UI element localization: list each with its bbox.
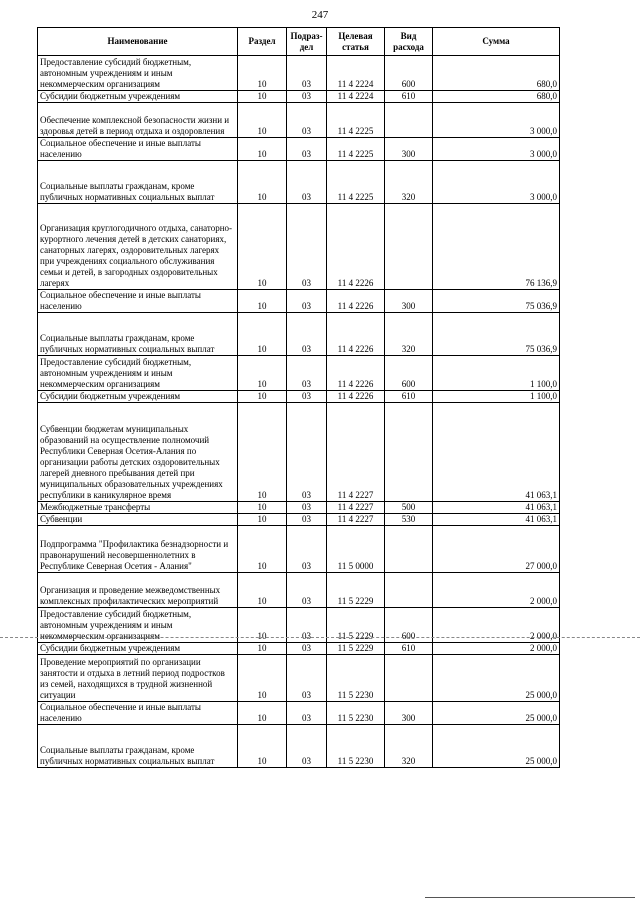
table-row xyxy=(38,654,560,701)
row-amount: 3 000,0 xyxy=(433,160,560,203)
table-row xyxy=(38,572,560,607)
table-row xyxy=(38,160,560,203)
header-amount: Сумма xyxy=(433,28,560,56)
scan-dashed-line xyxy=(0,637,640,638)
row-expense-type: 300 xyxy=(385,289,433,312)
row-name: Подпрограмма "Профилактика безнадзорности и правонарушений несовершеннолетних в Республике Северная Осетия - Алания" xyxy=(38,525,238,572)
table-row xyxy=(38,525,560,572)
row-expense-type: 300 xyxy=(385,137,433,160)
header-section: Раздел xyxy=(238,28,287,56)
row-subsection: 03 xyxy=(287,390,327,402)
row-name: Социальное обеспечение и иные выплаты населению xyxy=(38,289,238,312)
row-name: Социальное обеспечение и иные выплаты населению xyxy=(38,137,238,160)
row-expense-type: 600 xyxy=(385,56,433,91)
row-expense-type xyxy=(385,572,433,607)
row-section: 10 xyxy=(238,312,287,355)
row-amount: 27 000,0 xyxy=(433,525,560,572)
row-name: Социальные выплаты гражданам, кроме публичных нормативных социальных выплат xyxy=(38,312,238,355)
row-target: 11 4 2225 xyxy=(327,137,385,160)
row-subsection: 03 xyxy=(287,701,327,724)
row-target: 11 5 2229 xyxy=(327,642,385,654)
row-target: 11 4 2225 xyxy=(327,102,385,137)
row-target: 11 5 2229 xyxy=(327,607,385,642)
row-section: 10 xyxy=(238,355,287,390)
row-subsection: 03 xyxy=(287,513,327,525)
row-name: Субвенции xyxy=(38,513,238,525)
header-subsection: Подраз- дел xyxy=(287,28,327,56)
row-amount: 75 036,9 xyxy=(433,289,560,312)
row-section: 10 xyxy=(238,654,287,701)
row-target: 11 4 2226 xyxy=(327,390,385,402)
row-target: 11 5 2229 xyxy=(327,572,385,607)
row-name: Предоставление субсидий бюджетным, автономным учреждениям и иным некоммерческим организациям xyxy=(38,56,238,91)
row-section: 10 xyxy=(238,724,287,767)
table-row xyxy=(38,91,560,103)
row-name: Проведение мероприятий по организации занятости и отдыха в летний период подростков из семей, находящихся в трудной жизненной ситуации xyxy=(38,654,238,701)
header-name: Наименование xyxy=(38,28,238,56)
row-name: Социальное обеспечение и иные выплаты населению xyxy=(38,701,238,724)
page-number: 247 xyxy=(311,9,329,21)
row-subsection: 03 xyxy=(287,572,327,607)
row-expense-type: 320 xyxy=(385,724,433,767)
row-section: 10 xyxy=(238,701,287,724)
row-subsection: 03 xyxy=(287,312,327,355)
row-amount: 25 000,0 xyxy=(433,701,560,724)
row-expense-type: 320 xyxy=(385,312,433,355)
row-subsection: 03 xyxy=(287,501,327,513)
row-target: 11 5 2230 xyxy=(327,701,385,724)
row-section: 10 xyxy=(238,642,287,654)
row-section: 10 xyxy=(238,56,287,91)
row-target: 11 4 2226 xyxy=(327,203,385,289)
row-amount: 680,0 xyxy=(433,91,560,103)
row-expense-type: 530 xyxy=(385,513,433,525)
row-amount: 76 136,9 xyxy=(433,203,560,289)
row-subsection: 03 xyxy=(287,56,327,91)
row-section: 10 xyxy=(238,289,287,312)
row-name: Предоставление субсидий бюджетным, автономным учреждениям и иным некоммерческим организациям xyxy=(38,607,238,642)
row-expense-type xyxy=(385,102,433,137)
row-expense-type: 600 xyxy=(385,607,433,642)
row-subsection: 03 xyxy=(287,91,327,103)
row-subsection: 03 xyxy=(287,607,327,642)
table-row xyxy=(38,513,560,525)
row-section: 10 xyxy=(238,137,287,160)
row-expense-type xyxy=(385,402,433,501)
table-row xyxy=(38,203,560,289)
table-row xyxy=(38,56,560,91)
row-expense-type xyxy=(385,203,433,289)
row-section: 10 xyxy=(238,607,287,642)
table-row xyxy=(38,355,560,390)
row-subsection: 03 xyxy=(287,203,327,289)
row-amount: 2 000,0 xyxy=(433,572,560,607)
row-name: Субсидии бюджетным учреждениям xyxy=(38,642,238,654)
row-name: Субвенции бюджетам муниципальных образований на осуществление полномочий Республики Северная Осетия-Алания по организации работы детских оздоровительных лагерей дневного пребывания детей при муниципальных образовательных учреждениях республики в каникулярное время xyxy=(38,402,238,501)
row-target: 11 4 2224 xyxy=(327,91,385,103)
row-amount: 2 000,0 xyxy=(433,642,560,654)
row-amount: 1 100,0 xyxy=(433,390,560,402)
row-section: 10 xyxy=(238,525,287,572)
row-target: 11 4 2227 xyxy=(327,402,385,501)
row-name: Предоставление субсидий бюджетным, автономным учреждениям и иным некоммерческим организациям xyxy=(38,355,238,390)
table-row xyxy=(38,312,560,355)
row-subsection: 03 xyxy=(287,289,327,312)
row-name: Межбюджетные трансферты xyxy=(38,501,238,513)
table-row xyxy=(38,402,560,501)
row-target: 11 4 2225 xyxy=(327,160,385,203)
row-name: Обеспечение комплексной безопасности жизни и здоровья детей в период отдыха и оздоровления xyxy=(38,102,238,137)
row-amount: 25 000,0 xyxy=(433,724,560,767)
row-name: Социальные выплаты гражданам, кроме публичных нормативных социальных выплат xyxy=(38,160,238,203)
row-subsection: 03 xyxy=(287,642,327,654)
row-target: 11 4 2224 xyxy=(327,56,385,91)
table-row xyxy=(38,701,560,724)
row-subsection: 03 xyxy=(287,355,327,390)
row-subsection: 03 xyxy=(287,102,327,137)
table-row xyxy=(38,102,560,137)
row-subsection: 03 xyxy=(287,654,327,701)
table-header-row xyxy=(38,28,560,56)
row-section: 10 xyxy=(238,91,287,103)
table-row xyxy=(38,289,560,312)
row-target: 11 4 2226 xyxy=(327,289,385,312)
row-name: Субсидии бюджетным учреждениям xyxy=(38,390,238,402)
row-expense-type xyxy=(385,654,433,701)
row-name: Субсидии бюджетным учреждениям xyxy=(38,91,238,103)
row-target: 11 4 2226 xyxy=(327,355,385,390)
row-target: 11 5 2230 xyxy=(327,654,385,701)
row-amount: 2 000,0 xyxy=(433,607,560,642)
row-amount: 3 000,0 xyxy=(433,102,560,137)
table-row xyxy=(38,642,560,654)
row-amount: 1 100,0 xyxy=(433,355,560,390)
row-amount: 3 000,0 xyxy=(433,137,560,160)
row-section: 10 xyxy=(238,402,287,501)
row-expense-type: 500 xyxy=(385,501,433,513)
row-amount: 25 000,0 xyxy=(433,654,560,701)
row-section: 10 xyxy=(238,513,287,525)
row-subsection: 03 xyxy=(287,525,327,572)
row-amount: 41 063,1 xyxy=(433,501,560,513)
budget-table xyxy=(37,27,560,768)
table-row xyxy=(38,390,560,402)
row-section: 10 xyxy=(238,203,287,289)
row-amount: 75 036,9 xyxy=(433,312,560,355)
row-section: 10 xyxy=(238,572,287,607)
row-section: 10 xyxy=(238,501,287,513)
table-row xyxy=(38,501,560,513)
row-section: 10 xyxy=(238,390,287,402)
row-subsection: 03 xyxy=(287,137,327,160)
row-expense-type: 300 xyxy=(385,701,433,724)
row-expense-type: 320 xyxy=(385,160,433,203)
row-subsection: 03 xyxy=(287,402,327,501)
row-target: 11 4 2226 xyxy=(327,312,385,355)
row-target: 11 4 2227 xyxy=(327,513,385,525)
row-expense-type xyxy=(385,525,433,572)
table-row xyxy=(38,137,560,160)
row-expense-type: 610 xyxy=(385,642,433,654)
row-name: Социальные выплаты гражданам, кроме публичных нормативных социальных выплат xyxy=(38,724,238,767)
table-row xyxy=(38,724,560,767)
footer-rule xyxy=(425,897,635,898)
row-name: Организация и проведение межведомственных комплексных профилактических мероприятий xyxy=(38,572,238,607)
row-subsection: 03 xyxy=(287,160,327,203)
row-expense-type: 610 xyxy=(385,390,433,402)
row-name: Организация круглогодичного отдыха, санаторно-курортного лечения детей в детских санаториях, санаторных лагерях, оздоровительных лагерях при учреждениях социального обслуживания семьи и детей, в загородных оздоровительных лагерях xyxy=(38,203,238,289)
row-target: 11 5 0000 xyxy=(327,525,385,572)
row-amount: 41 063,1 xyxy=(433,513,560,525)
row-section: 10 xyxy=(238,160,287,203)
row-section: 10 xyxy=(238,102,287,137)
header-target: Целевая статья xyxy=(327,28,385,56)
row-amount: 680,0 xyxy=(433,56,560,91)
row-amount: 41 063,1 xyxy=(433,402,560,501)
row-subsection: 03 xyxy=(287,724,327,767)
row-target: 11 4 2227 xyxy=(327,501,385,513)
row-expense-type: 600 xyxy=(385,355,433,390)
row-expense-type: 610 xyxy=(385,91,433,103)
row-target: 11 5 2230 xyxy=(327,724,385,767)
header-expense-type: Вид расхода xyxy=(385,28,433,56)
